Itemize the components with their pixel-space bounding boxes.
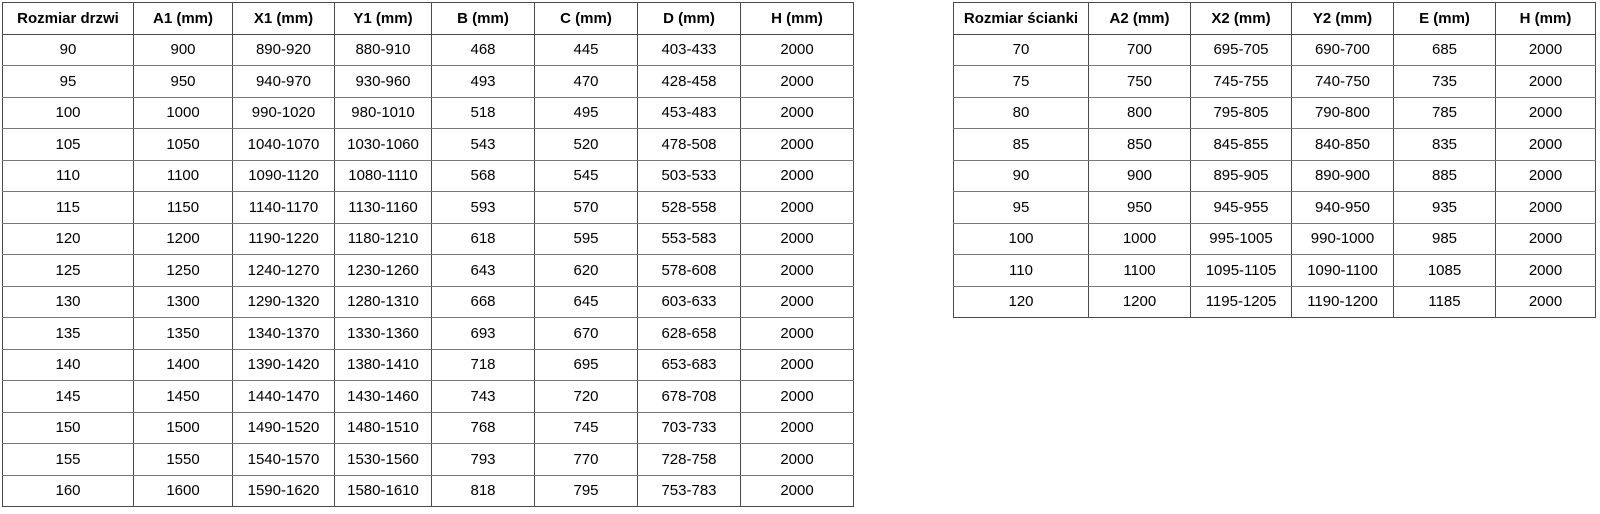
table-cell: 553-583 xyxy=(638,223,741,255)
table-cell: 785 xyxy=(1394,97,1496,129)
table-cell: 643 xyxy=(432,255,535,287)
table-cell: 1050 xyxy=(134,129,233,161)
table-cell: 1000 xyxy=(134,97,233,129)
table-cell: 935 xyxy=(1394,192,1496,224)
table-cell: 735 xyxy=(1394,66,1496,98)
table-cell: 668 xyxy=(432,286,535,318)
table-row xyxy=(3,255,854,287)
table-row xyxy=(954,129,1596,161)
table-cell: 2000 xyxy=(741,475,854,507)
table-cell: 1290-1320 xyxy=(233,286,335,318)
table-cell: 940-970 xyxy=(233,66,335,98)
table-cell: 90 xyxy=(954,160,1089,192)
table-cell: 1250 xyxy=(134,255,233,287)
table-cell: 1530-1560 xyxy=(335,444,432,476)
table-row xyxy=(954,223,1596,255)
table-cell: 1280-1310 xyxy=(335,286,432,318)
table-cell: 2000 xyxy=(741,349,854,381)
column-header: D (mm) xyxy=(638,3,741,35)
column-header: E (mm) xyxy=(1394,3,1496,35)
table-cell: 110 xyxy=(954,255,1089,287)
table-cell: 1580-1610 xyxy=(335,475,432,507)
table-cell: 1230-1260 xyxy=(335,255,432,287)
table-cell: 1240-1270 xyxy=(233,255,335,287)
table-cell: 595 xyxy=(535,223,638,255)
table-cell: 740-750 xyxy=(1292,66,1394,98)
table-cell: 930-960 xyxy=(335,66,432,98)
table-cell: 570 xyxy=(535,192,638,224)
column-header: Rozmiar ścianki xyxy=(954,3,1089,35)
column-header: X2 (mm) xyxy=(1191,3,1292,35)
table-cell: 95 xyxy=(954,192,1089,224)
table-cell: 995-1005 xyxy=(1191,223,1292,255)
table-cell: 100 xyxy=(954,223,1089,255)
column-header: Y2 (mm) xyxy=(1292,3,1394,35)
table-cell: 1390-1420 xyxy=(233,349,335,381)
table-cell: 1340-1370 xyxy=(233,318,335,350)
table-cell: 795 xyxy=(535,475,638,507)
table-cell: 1500 xyxy=(134,412,233,444)
table-cell: 653-683 xyxy=(638,349,741,381)
table-cell: 743 xyxy=(432,381,535,413)
table-cell: 155 xyxy=(3,444,134,476)
table-cell: 428-458 xyxy=(638,66,741,98)
table-cell: 1100 xyxy=(1089,255,1191,287)
table-cell: 1480-1510 xyxy=(335,412,432,444)
table-cell: 1590-1620 xyxy=(233,475,335,507)
table-cell: 1450 xyxy=(134,381,233,413)
table-cell: 95 xyxy=(3,66,134,98)
table-cell: 1200 xyxy=(134,223,233,255)
table-cell: 800 xyxy=(1089,97,1191,129)
table-cell: 2000 xyxy=(1496,286,1596,318)
table-cell: 1180-1210 xyxy=(335,223,432,255)
table-cell: 695-705 xyxy=(1191,34,1292,66)
column-header: Y1 (mm) xyxy=(335,3,432,35)
table-cell: 593 xyxy=(432,192,535,224)
table-cell: 990-1020 xyxy=(233,97,335,129)
table-cell: 728-758 xyxy=(638,444,741,476)
table-cell: 880-910 xyxy=(335,34,432,66)
table-cell: 2000 xyxy=(741,381,854,413)
table-cell: 720 xyxy=(535,381,638,413)
table-cell: 990-1000 xyxy=(1292,223,1394,255)
table-cell: 890-920 xyxy=(233,34,335,66)
table-cell: 1200 xyxy=(1089,286,1191,318)
table-cell: 403-433 xyxy=(638,34,741,66)
table-cell: 528-558 xyxy=(638,192,741,224)
table-cell: 518 xyxy=(432,97,535,129)
table-cell: 120 xyxy=(954,286,1089,318)
table-cell: 545 xyxy=(535,160,638,192)
table-cell: 685 xyxy=(1394,34,1496,66)
table-row xyxy=(3,444,854,476)
table-cell: 150 xyxy=(3,412,134,444)
table-cell: 2000 xyxy=(1496,129,1596,161)
table-row xyxy=(954,66,1596,98)
table-row xyxy=(3,349,854,381)
table-cell: 2000 xyxy=(741,66,854,98)
table-cell: 700 xyxy=(1089,34,1191,66)
table-cell: 75 xyxy=(954,66,1089,98)
table-cell: 100 xyxy=(3,97,134,129)
table-row xyxy=(954,34,1596,66)
table-cell: 690-700 xyxy=(1292,34,1394,66)
table-cell: 105 xyxy=(3,129,134,161)
table-cell: 945-955 xyxy=(1191,192,1292,224)
table-cell: 670 xyxy=(535,318,638,350)
table-cell: 703-733 xyxy=(638,412,741,444)
table-cell: 468 xyxy=(432,34,535,66)
table-cell: 1380-1410 xyxy=(335,349,432,381)
table-row xyxy=(3,66,854,98)
table-cell: 2000 xyxy=(741,286,854,318)
table-row xyxy=(3,129,854,161)
door-sizes-table xyxy=(2,2,854,507)
table-cell: 950 xyxy=(134,66,233,98)
table-cell: 470 xyxy=(535,66,638,98)
table-cell: 628-658 xyxy=(638,318,741,350)
table-cell: 850 xyxy=(1089,129,1191,161)
table-cell: 145 xyxy=(3,381,134,413)
column-header: A2 (mm) xyxy=(1089,3,1191,35)
table-cell: 1190-1200 xyxy=(1292,286,1394,318)
table-cell: 890-900 xyxy=(1292,160,1394,192)
table-cell: 2000 xyxy=(1496,97,1596,129)
table-cell: 2000 xyxy=(741,97,854,129)
table-cell: 1185 xyxy=(1394,286,1496,318)
table-cell: 70 xyxy=(954,34,1089,66)
table-cell: 2000 xyxy=(741,318,854,350)
table-cell: 695 xyxy=(535,349,638,381)
table-cell: 2000 xyxy=(1496,223,1596,255)
table-cell: 578-608 xyxy=(638,255,741,287)
table-row xyxy=(3,223,854,255)
table-cell: 1090-1100 xyxy=(1292,255,1394,287)
table-cell: 768 xyxy=(432,412,535,444)
table-cell: 115 xyxy=(3,192,134,224)
table-cell: 1350 xyxy=(134,318,233,350)
table-cell: 1150 xyxy=(134,192,233,224)
table-cell: 885 xyxy=(1394,160,1496,192)
table-cell: 2000 xyxy=(741,129,854,161)
table-cell: 1540-1570 xyxy=(233,444,335,476)
table-cell: 2000 xyxy=(741,223,854,255)
table-cell: 645 xyxy=(535,286,638,318)
table-cell: 1300 xyxy=(134,286,233,318)
table-cell: 750 xyxy=(1089,66,1191,98)
column-header: C (mm) xyxy=(535,3,638,35)
table-cell: 840-850 xyxy=(1292,129,1394,161)
table-cell: 1140-1170 xyxy=(233,192,335,224)
table-cell: 85 xyxy=(954,129,1089,161)
table-cell: 1330-1360 xyxy=(335,318,432,350)
table-cell: 2000 xyxy=(741,255,854,287)
table-cell: 2000 xyxy=(741,412,854,444)
column-header: X1 (mm) xyxy=(233,3,335,35)
table-cell: 693 xyxy=(432,318,535,350)
table-cell: 1600 xyxy=(134,475,233,507)
table-cell: 745 xyxy=(535,412,638,444)
column-header: Rozmiar drzwi xyxy=(3,3,134,35)
table-cell: 1095-1105 xyxy=(1191,255,1292,287)
table-cell: 1130-1160 xyxy=(335,192,432,224)
table-cell: 140 xyxy=(3,349,134,381)
table-row xyxy=(3,412,854,444)
table-cell: 845-855 xyxy=(1191,129,1292,161)
table-cell: 2000 xyxy=(741,192,854,224)
table-cell: 160 xyxy=(3,475,134,507)
column-header: H (mm) xyxy=(741,3,854,35)
table-cell: 130 xyxy=(3,286,134,318)
table-cell: 1080-1110 xyxy=(335,160,432,192)
table-row xyxy=(3,381,854,413)
table-cell: 1430-1460 xyxy=(335,381,432,413)
table-cell: 110 xyxy=(3,160,134,192)
table-cell: 2000 xyxy=(1496,34,1596,66)
table-cell: 1190-1220 xyxy=(233,223,335,255)
table-row xyxy=(3,475,854,507)
table-cell: 568 xyxy=(432,160,535,192)
table-cell: 2000 xyxy=(741,34,854,66)
table-cell: 1030-1060 xyxy=(335,129,432,161)
table-cell: 678-708 xyxy=(638,381,741,413)
header-row xyxy=(954,3,1596,35)
table-cell: 745-755 xyxy=(1191,66,1292,98)
table-cell: 1040-1070 xyxy=(233,129,335,161)
table-row xyxy=(954,97,1596,129)
table-cell: 793 xyxy=(432,444,535,476)
table-cell: 2000 xyxy=(1496,192,1596,224)
header-row xyxy=(3,3,854,35)
table-row xyxy=(954,192,1596,224)
table-cell: 2000 xyxy=(741,160,854,192)
table-cell: 495 xyxy=(535,97,638,129)
table-cell: 790-800 xyxy=(1292,97,1394,129)
table-cell: 835 xyxy=(1394,129,1496,161)
table-cell: 753-783 xyxy=(638,475,741,507)
table-row xyxy=(3,286,854,318)
table-cell: 520 xyxy=(535,129,638,161)
table-cell: 80 xyxy=(954,97,1089,129)
table-row xyxy=(3,34,854,66)
table-cell: 1195-1205 xyxy=(1191,286,1292,318)
table-cell: 478-508 xyxy=(638,129,741,161)
table-row xyxy=(954,160,1596,192)
table-cell: 493 xyxy=(432,66,535,98)
table-cell: 1490-1520 xyxy=(233,412,335,444)
table-row xyxy=(3,318,854,350)
table-cell: 120 xyxy=(3,223,134,255)
table-cell: 2000 xyxy=(1496,255,1596,287)
table-row xyxy=(3,160,854,192)
table-cell: 603-633 xyxy=(638,286,741,318)
table-cell: 895-905 xyxy=(1191,160,1292,192)
table-row xyxy=(3,192,854,224)
table-cell: 2000 xyxy=(1496,160,1596,192)
table-cell: 2000 xyxy=(741,444,854,476)
table-cell: 620 xyxy=(535,255,638,287)
table-cell: 1090-1120 xyxy=(233,160,335,192)
table-cell: 135 xyxy=(3,318,134,350)
wall-sizes-table xyxy=(953,2,1596,318)
table-cell: 1085 xyxy=(1394,255,1496,287)
table-cell: 90 xyxy=(3,34,134,66)
table-cell: 950 xyxy=(1089,192,1191,224)
table-cell: 1440-1470 xyxy=(233,381,335,413)
table-cell: 1550 xyxy=(134,444,233,476)
table-cell: 770 xyxy=(535,444,638,476)
table-cell: 900 xyxy=(134,34,233,66)
table-cell: 818 xyxy=(432,475,535,507)
table-cell: 985 xyxy=(1394,223,1496,255)
table-cell: 618 xyxy=(432,223,535,255)
table-cell: 1100 xyxy=(134,160,233,192)
table-row xyxy=(3,97,854,129)
column-header: H (mm) xyxy=(1496,3,1596,35)
table-cell: 900 xyxy=(1089,160,1191,192)
table-cell: 1400 xyxy=(134,349,233,381)
table-cell: 980-1010 xyxy=(335,97,432,129)
table-cell: 718 xyxy=(432,349,535,381)
table-cell: 125 xyxy=(3,255,134,287)
column-header: A1 (mm) xyxy=(134,3,233,35)
table-cell: 543 xyxy=(432,129,535,161)
table-cell: 2000 xyxy=(1496,66,1596,98)
table-row xyxy=(954,255,1596,287)
table-cell: 503-533 xyxy=(638,160,741,192)
table-cell: 795-805 xyxy=(1191,97,1292,129)
column-header: B (mm) xyxy=(432,3,535,35)
table-row xyxy=(954,286,1596,318)
table-cell: 1000 xyxy=(1089,223,1191,255)
table-cell: 445 xyxy=(535,34,638,66)
table-cell: 453-483 xyxy=(638,97,741,129)
table-cell: 940-950 xyxy=(1292,192,1394,224)
